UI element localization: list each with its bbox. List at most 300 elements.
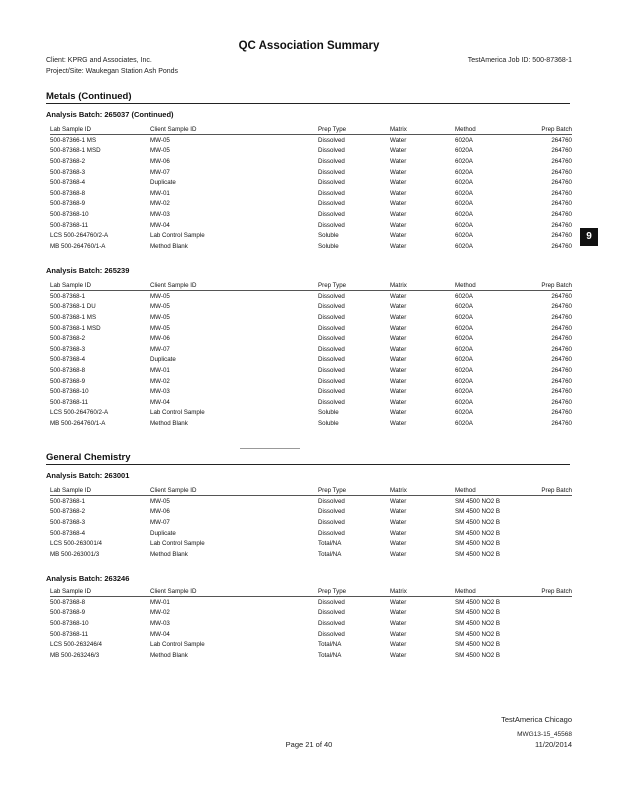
batch-title-263246: Analysis Batch: 263246 xyxy=(46,574,130,583)
cell-client-sample-id: MW-02 xyxy=(150,609,170,617)
cell-client-sample-id: MW-05 xyxy=(150,147,170,155)
column-header-matrix: Matrix xyxy=(390,281,455,291)
cell-lab-sample-id: 500-87368-11 xyxy=(50,221,89,229)
cell-client-sample-id: MW-05 xyxy=(150,292,170,300)
cell-method: 6020A xyxy=(455,292,473,300)
cell-matrix: Water xyxy=(390,529,407,537)
table-row xyxy=(50,167,572,178)
cell-matrix: Water xyxy=(390,168,407,176)
cell-prep-type: Total/NA xyxy=(318,651,342,659)
cell-matrix: Water xyxy=(390,419,407,427)
cell-prep-type: Dissolved xyxy=(318,508,345,516)
table-row xyxy=(50,355,572,366)
qc-table-263001 xyxy=(50,486,572,560)
cell-prep-batch: 264760 xyxy=(551,303,572,311)
cell-lab-sample-id: 500-87368-9 xyxy=(50,609,86,617)
cell-prep-type: Dissolved xyxy=(318,529,345,537)
table-row xyxy=(50,291,572,302)
cell-lab-sample-id: 500-87368-3 xyxy=(50,518,86,526)
cell-prep-type: Total/NA xyxy=(318,550,342,558)
cell-matrix: Water xyxy=(390,313,407,321)
cell-prep-batch: 264760 xyxy=(551,313,572,321)
table-row xyxy=(50,230,572,241)
cell-prep-type: Dissolved xyxy=(318,292,345,300)
cell-prep-batch: 264760 xyxy=(551,335,572,343)
cell-matrix: Water xyxy=(390,598,407,606)
section-metals xyxy=(46,91,570,104)
table-row xyxy=(50,156,572,167)
cell-client-sample-id: MW-01 xyxy=(150,366,170,374)
cell-prep-batch: 264760 xyxy=(551,157,572,165)
cell-prep-batch xyxy=(513,549,572,560)
table-row xyxy=(50,312,572,323)
cell-prep-batch xyxy=(513,608,572,619)
cell-prep-batch: 264760 xyxy=(551,388,572,396)
cell-method: 6020A xyxy=(455,242,473,250)
column-header-client-sample-id: Client Sample ID xyxy=(150,486,318,496)
cell-method: 6020A xyxy=(455,388,473,396)
cell-client-sample-id: MW-07 xyxy=(150,345,170,353)
cell-matrix: Water xyxy=(390,388,407,396)
batch-title-263001: Analysis Batch: 263001 xyxy=(46,471,130,480)
cell-prep-batch: 264760 xyxy=(551,377,572,385)
cell-prep-type: Soluble xyxy=(318,242,339,250)
cell-prep-batch: 264760 xyxy=(551,221,572,229)
cell-lab-sample-id: MB 500-263246/3 xyxy=(50,651,100,659)
cell-matrix: Water xyxy=(390,366,407,374)
table-row xyxy=(50,608,572,619)
section-title-general-chemistry: General Chemistry xyxy=(46,452,570,465)
column-header-prep-type: Prep Type xyxy=(318,587,390,597)
cell-prep-batch: 264760 xyxy=(551,168,572,176)
cell-lab-sample-id: 500-87368-8 xyxy=(50,598,86,606)
cell-matrix: Water xyxy=(390,550,407,558)
cell-method: SM 4500 NO2 B xyxy=(455,630,501,638)
footer-date: 11/20/2014 xyxy=(535,740,572,749)
cell-method: 6020A xyxy=(455,232,473,240)
cell-method: SM 4500 NO2 B xyxy=(455,550,501,558)
cell-matrix: Water xyxy=(390,518,407,526)
cell-prep-type: Dissolved xyxy=(318,157,345,165)
cell-matrix: Water xyxy=(390,324,407,332)
cell-matrix: Water xyxy=(390,335,407,343)
cell-lab-sample-id: LCS 500-264760/2-A xyxy=(50,232,109,240)
cell-matrix: Water xyxy=(390,345,407,353)
cell-client-sample-id: MW-06 xyxy=(150,508,170,516)
cell-client-sample-id: MW-04 xyxy=(150,630,170,638)
column-header-lab-sample-id: Lab Sample ID xyxy=(50,486,150,496)
batch-title-265037: Analysis Batch: 265037 (Continued) xyxy=(46,110,174,119)
cell-client-sample-id: MW-06 xyxy=(150,335,170,343)
table-header-row xyxy=(50,486,572,496)
cell-lab-sample-id: 500-87368-8 xyxy=(50,189,86,197)
cell-method: 6020A xyxy=(455,335,473,343)
table-row xyxy=(50,199,572,210)
table-row xyxy=(50,517,572,528)
footer-page-number: Page 21 of 40 xyxy=(285,740,333,749)
column-header-method: Method xyxy=(455,486,513,496)
cell-prep-batch: 264760 xyxy=(551,147,572,155)
cell-prep-type: Dissolved xyxy=(318,335,345,343)
cell-client-sample-id: Lab Control Sample xyxy=(150,641,205,649)
cell-client-sample-id: Lab Control Sample xyxy=(150,232,205,240)
cell-matrix: Water xyxy=(390,147,407,155)
section-title-metals: Metals (Continued) xyxy=(46,91,570,104)
section-general-chemistry xyxy=(46,452,570,465)
cell-prep-type: Soluble xyxy=(318,232,339,240)
table-row xyxy=(50,135,572,146)
cell-method: 6020A xyxy=(455,303,473,311)
cell-prep-batch: 264760 xyxy=(551,232,572,240)
cell-client-sample-id: Method Blank xyxy=(150,550,188,558)
cell-matrix: Water xyxy=(390,651,407,659)
cell-prep-batch xyxy=(513,507,572,518)
cell-prep-batch xyxy=(513,517,572,528)
table-row xyxy=(50,528,572,539)
cell-matrix: Water xyxy=(390,189,407,197)
cell-lab-sample-id: 500-87368-3 xyxy=(50,168,86,176)
cell-method: 6020A xyxy=(455,136,473,144)
table-row xyxy=(50,323,572,334)
cell-prep-batch: 264760 xyxy=(551,356,572,364)
cell-method: SM 4500 NO2 B xyxy=(455,497,501,505)
cell-matrix: Water xyxy=(390,200,407,208)
column-header-client-sample-id: Client Sample ID xyxy=(150,587,318,597)
cell-prep-batch: 264760 xyxy=(551,200,572,208)
cell-method: 6020A xyxy=(455,168,473,176)
cell-prep-type: Dissolved xyxy=(318,303,345,311)
page-title: QC Association Summary xyxy=(238,40,380,52)
cell-client-sample-id: Duplicate xyxy=(150,529,176,537)
table-row xyxy=(50,618,572,629)
column-header-prep-type: Prep Type xyxy=(318,125,390,135)
cell-matrix: Water xyxy=(390,540,407,548)
cell-lab-sample-id: 500-87368-11 xyxy=(50,630,89,638)
cell-matrix: Water xyxy=(390,232,407,240)
column-header-prep-batch: Prep Batch xyxy=(513,486,572,496)
cell-method: 6020A xyxy=(455,313,473,321)
cell-method: 6020A xyxy=(455,157,473,165)
cell-client-sample-id: MW-07 xyxy=(150,518,170,526)
cell-prep-type: Dissolved xyxy=(318,345,345,353)
cell-method: 6020A xyxy=(455,419,473,427)
cell-client-sample-id: MW-05 xyxy=(150,303,170,311)
table-row xyxy=(50,639,572,650)
column-header-client-sample-id: Client Sample ID xyxy=(150,125,318,135)
cell-method: SM 4500 NO2 B xyxy=(455,529,501,537)
cell-matrix: Water xyxy=(390,641,407,649)
table-row xyxy=(50,220,572,231)
cell-prep-batch: 264760 xyxy=(551,189,572,197)
column-header-lab-sample-id: Lab Sample ID xyxy=(50,281,150,291)
table-row xyxy=(50,549,572,560)
cell-prep-type: Dissolved xyxy=(318,609,345,617)
cell-prep-type: Dissolved xyxy=(318,136,345,144)
cell-method: 6020A xyxy=(455,377,473,385)
cell-lab-sample-id: LCS 500-264760/2-A xyxy=(50,409,109,417)
table-row xyxy=(50,650,572,661)
table-row xyxy=(50,418,572,429)
cell-client-sample-id: Method Blank xyxy=(150,419,188,427)
cell-lab-sample-id: 500-87368-2 xyxy=(50,508,86,516)
table-row xyxy=(50,597,572,608)
cell-prep-type: Soluble xyxy=(318,409,339,417)
cell-lab-sample-id: 500-87368-2 xyxy=(50,157,86,165)
cell-prep-batch: 264760 xyxy=(551,324,572,332)
table-row xyxy=(50,408,572,419)
batch-title-265239: Analysis Batch: 265239 xyxy=(46,266,130,275)
cell-prep-type: Dissolved xyxy=(318,356,345,364)
qc-table-265239 xyxy=(50,281,572,429)
column-header-method: Method xyxy=(455,587,513,597)
cell-method: SM 4500 NO2 B xyxy=(455,598,501,606)
cell-prep-type: Dissolved xyxy=(318,377,345,385)
cell-prep-batch xyxy=(513,629,572,640)
cell-lab-sample-id: 500-87368-4 xyxy=(50,179,86,187)
cell-lab-sample-id: LCS 500-263246/4 xyxy=(50,641,102,649)
table-row xyxy=(50,333,572,344)
cell-method: 6020A xyxy=(455,147,473,155)
table-row xyxy=(50,629,572,640)
cell-client-sample-id: MW-04 xyxy=(150,398,170,406)
cell-method: 6020A xyxy=(455,221,473,229)
cell-lab-sample-id: 500-87366-1 MS xyxy=(50,136,97,144)
cell-prep-batch: 264760 xyxy=(551,366,572,374)
cell-method: 6020A xyxy=(455,179,473,187)
table-row xyxy=(50,496,572,507)
cell-lab-sample-id: 500-87368-1 xyxy=(50,497,86,505)
cell-prep-type: Dissolved xyxy=(318,388,345,396)
table-header-row xyxy=(50,125,572,135)
cell-method: 6020A xyxy=(455,200,473,208)
cell-client-sample-id: Lab Control Sample xyxy=(150,540,205,548)
cell-method: SM 4500 NO2 B xyxy=(455,609,501,617)
cell-client-sample-id: MW-03 xyxy=(150,619,170,627)
cell-prep-type: Dissolved xyxy=(318,189,345,197)
cell-prep-type: Dissolved xyxy=(318,168,345,176)
cell-prep-type: Dissolved xyxy=(318,179,345,187)
cell-client-sample-id: MW-06 xyxy=(150,157,170,165)
cell-lab-sample-id: MB 500-264760/1-A xyxy=(50,242,106,250)
column-header-method: Method xyxy=(455,125,513,135)
cell-method: SM 4500 NO2 B xyxy=(455,641,501,649)
cell-lab-sample-id: 500-87368-4 xyxy=(50,356,86,364)
cell-prep-type: Dissolved xyxy=(318,497,345,505)
cell-prep-type: Dissolved xyxy=(318,598,345,606)
cell-lab-sample-id: 500-87368-10 xyxy=(50,619,89,627)
table-row xyxy=(50,386,572,397)
cell-lab-sample-id: 500-87368-1 xyxy=(50,292,86,300)
cell-matrix: Water xyxy=(390,221,407,229)
cell-prep-type: Total/NA xyxy=(318,540,342,548)
cell-client-sample-id: Duplicate xyxy=(150,356,176,364)
cell-prep-batch xyxy=(513,639,572,650)
cell-prep-type: Dissolved xyxy=(318,324,345,332)
cell-client-sample-id: MW-04 xyxy=(150,221,170,229)
cell-lab-sample-id: 500-87368-9 xyxy=(50,200,86,208)
cell-prep-type: Soluble xyxy=(318,419,339,427)
cell-client-sample-id: MW-02 xyxy=(150,377,170,385)
cell-lab-sample-id: MB 500-264760/1-A xyxy=(50,419,106,427)
cell-prep-type: Dissolved xyxy=(318,518,345,526)
cell-client-sample-id: Method Blank xyxy=(150,651,188,659)
cell-prep-type: Dissolved xyxy=(318,200,345,208)
cell-matrix: Water xyxy=(390,497,407,505)
cell-method: SM 4500 NO2 B xyxy=(455,508,501,516)
cell-prep-type: Dissolved xyxy=(318,366,345,374)
cell-matrix: Water xyxy=(390,619,407,627)
column-header-lab-sample-id: Lab Sample ID xyxy=(50,587,150,597)
cell-prep-type: Dissolved xyxy=(318,313,345,321)
cell-matrix: Water xyxy=(390,303,407,311)
cell-matrix: Water xyxy=(390,377,407,385)
table-header-row xyxy=(50,587,572,597)
cell-client-sample-id: Duplicate xyxy=(150,179,176,187)
table-row xyxy=(50,209,572,220)
cell-client-sample-id: MW-05 xyxy=(150,136,170,144)
table-row xyxy=(50,241,572,252)
cell-lab-sample-id: 500-87368-2 xyxy=(50,335,86,343)
cell-method: 6020A xyxy=(455,366,473,374)
column-header-lab-sample-id: Lab Sample ID xyxy=(50,125,150,135)
cell-prep-batch xyxy=(513,496,572,507)
cell-prep-batch: 264760 xyxy=(551,398,572,406)
job-id: TestAmerica Job ID: 500-87368-1 xyxy=(467,57,572,64)
cell-matrix: Water xyxy=(390,179,407,187)
cell-prep-type: Dissolved xyxy=(318,210,345,218)
cell-prep-type: Dissolved xyxy=(318,619,345,627)
column-header-prep-batch: Prep Batch xyxy=(513,125,572,135)
cell-lab-sample-id: 500-87368-4 xyxy=(50,529,86,537)
cell-client-sample-id: Lab Control Sample xyxy=(150,409,205,417)
cell-prep-batch: 264760 xyxy=(551,242,572,250)
column-header-prep-type: Prep Type xyxy=(318,486,390,496)
cell-lab-sample-id: MB 500-263001/3 xyxy=(50,550,100,558)
cell-matrix: Water xyxy=(390,508,407,516)
cell-method: 6020A xyxy=(455,210,473,218)
table-header-row xyxy=(50,281,572,291)
cell-prep-batch: 264760 xyxy=(551,179,572,187)
cell-prep-batch: 264760 xyxy=(551,210,572,218)
cell-lab-sample-id: 500-87368-8 xyxy=(50,366,86,374)
cell-matrix: Water xyxy=(390,242,407,250)
table-row xyxy=(50,188,572,199)
table-row xyxy=(50,507,572,518)
cell-prep-batch xyxy=(513,597,572,608)
cell-method: 6020A xyxy=(455,189,473,197)
cell-method: SM 4500 NO2 B xyxy=(455,540,501,548)
cell-client-sample-id: MW-07 xyxy=(150,168,170,176)
client-name: Client: KPRG and Associates, Inc. xyxy=(46,57,152,64)
column-header-prep-type: Prep Type xyxy=(318,281,390,291)
cell-prep-type: Dissolved xyxy=(318,147,345,155)
table-row xyxy=(50,302,572,313)
footer-company: TestAmerica Chicago xyxy=(501,715,572,724)
table-row xyxy=(50,146,572,157)
table-row xyxy=(50,376,572,387)
cell-matrix: Water xyxy=(390,292,407,300)
project-site: Project/Site: Waukegan Station Ash Ponds xyxy=(46,68,179,75)
cell-lab-sample-id: 500-87368-1 MS xyxy=(50,313,97,321)
cell-prep-batch: 264760 xyxy=(551,136,572,144)
cell-prep-type: Total/NA xyxy=(318,641,342,649)
cell-client-sample-id: MW-05 xyxy=(150,497,170,505)
table-row xyxy=(50,365,572,376)
cell-lab-sample-id: 500-87368-10 xyxy=(50,210,89,218)
cell-method: 6020A xyxy=(455,324,473,332)
cell-lab-sample-id: 500-87368-1 MSD xyxy=(50,147,101,155)
cell-lab-sample-id: 500-87368-9 xyxy=(50,377,86,385)
cell-client-sample-id: Method Blank xyxy=(150,242,188,250)
cell-prep-batch: 264760 xyxy=(551,292,572,300)
column-header-client-sample-id: Client Sample ID xyxy=(150,281,318,291)
cell-prep-type: Dissolved xyxy=(318,221,345,229)
cell-client-sample-id: MW-02 xyxy=(150,200,170,208)
cell-lab-sample-id: 500-87368-1 DU xyxy=(50,303,96,311)
cell-matrix: Water xyxy=(390,398,407,406)
column-header-matrix: Matrix xyxy=(390,125,455,135)
cell-client-sample-id: MW-01 xyxy=(150,189,170,197)
cell-method: SM 4500 NO2 B xyxy=(455,619,501,627)
cell-method: 6020A xyxy=(455,356,473,364)
cell-prep-batch xyxy=(513,650,572,661)
table-row xyxy=(50,177,572,188)
cell-prep-type: Dissolved xyxy=(318,630,345,638)
table-row xyxy=(50,344,572,355)
footer-doc-ref: MWG13-15_45568 xyxy=(517,731,572,738)
qc-table-265037 xyxy=(50,125,572,252)
divider xyxy=(240,448,300,449)
cell-lab-sample-id: 500-87368-11 xyxy=(50,398,89,406)
cell-prep-batch: 264760 xyxy=(551,409,572,417)
cell-lab-sample-id: 500-87368-1 MSD xyxy=(50,324,101,332)
cell-method: 6020A xyxy=(455,409,473,417)
cell-client-sample-id: MW-03 xyxy=(150,210,170,218)
cell-method: 6020A xyxy=(455,398,473,406)
column-header-prep-batch: Prep Batch xyxy=(513,587,572,597)
section-tab-marker: 9 xyxy=(580,228,598,246)
cell-matrix: Water xyxy=(390,157,407,165)
cell-prep-batch: 264760 xyxy=(551,345,572,353)
cell-prep-batch: 264760 xyxy=(551,419,572,427)
cell-matrix: Water xyxy=(390,609,407,617)
column-header-method: Method xyxy=(455,281,513,291)
cell-prep-type: Dissolved xyxy=(318,398,345,406)
cell-prep-batch xyxy=(513,538,572,549)
qc-table-263246 xyxy=(50,587,572,661)
column-header-matrix: Matrix xyxy=(390,587,455,597)
column-header-prep-batch: Prep Batch xyxy=(513,281,572,291)
cell-method: SM 4500 NO2 B xyxy=(455,518,501,526)
table-row xyxy=(50,538,572,549)
cell-client-sample-id: MW-05 xyxy=(150,313,170,321)
cell-method: 6020A xyxy=(455,345,473,353)
cell-client-sample-id: MW-05 xyxy=(150,324,170,332)
cell-client-sample-id: MW-01 xyxy=(150,598,170,606)
cell-matrix: Water xyxy=(390,409,407,417)
table-row xyxy=(50,397,572,408)
cell-method: SM 4500 NO2 B xyxy=(455,651,501,659)
cell-client-sample-id: MW-03 xyxy=(150,388,170,396)
cell-matrix: Water xyxy=(390,210,407,218)
cell-matrix: Water xyxy=(390,630,407,638)
cell-lab-sample-id: 500-87368-10 xyxy=(50,388,89,396)
cell-prep-batch xyxy=(513,618,572,629)
cell-lab-sample-id: LCS 500-263001/4 xyxy=(50,540,102,548)
cell-lab-sample-id: 500-87368-3 xyxy=(50,345,86,353)
cell-prep-batch xyxy=(513,528,572,539)
cell-matrix: Water xyxy=(390,356,407,364)
